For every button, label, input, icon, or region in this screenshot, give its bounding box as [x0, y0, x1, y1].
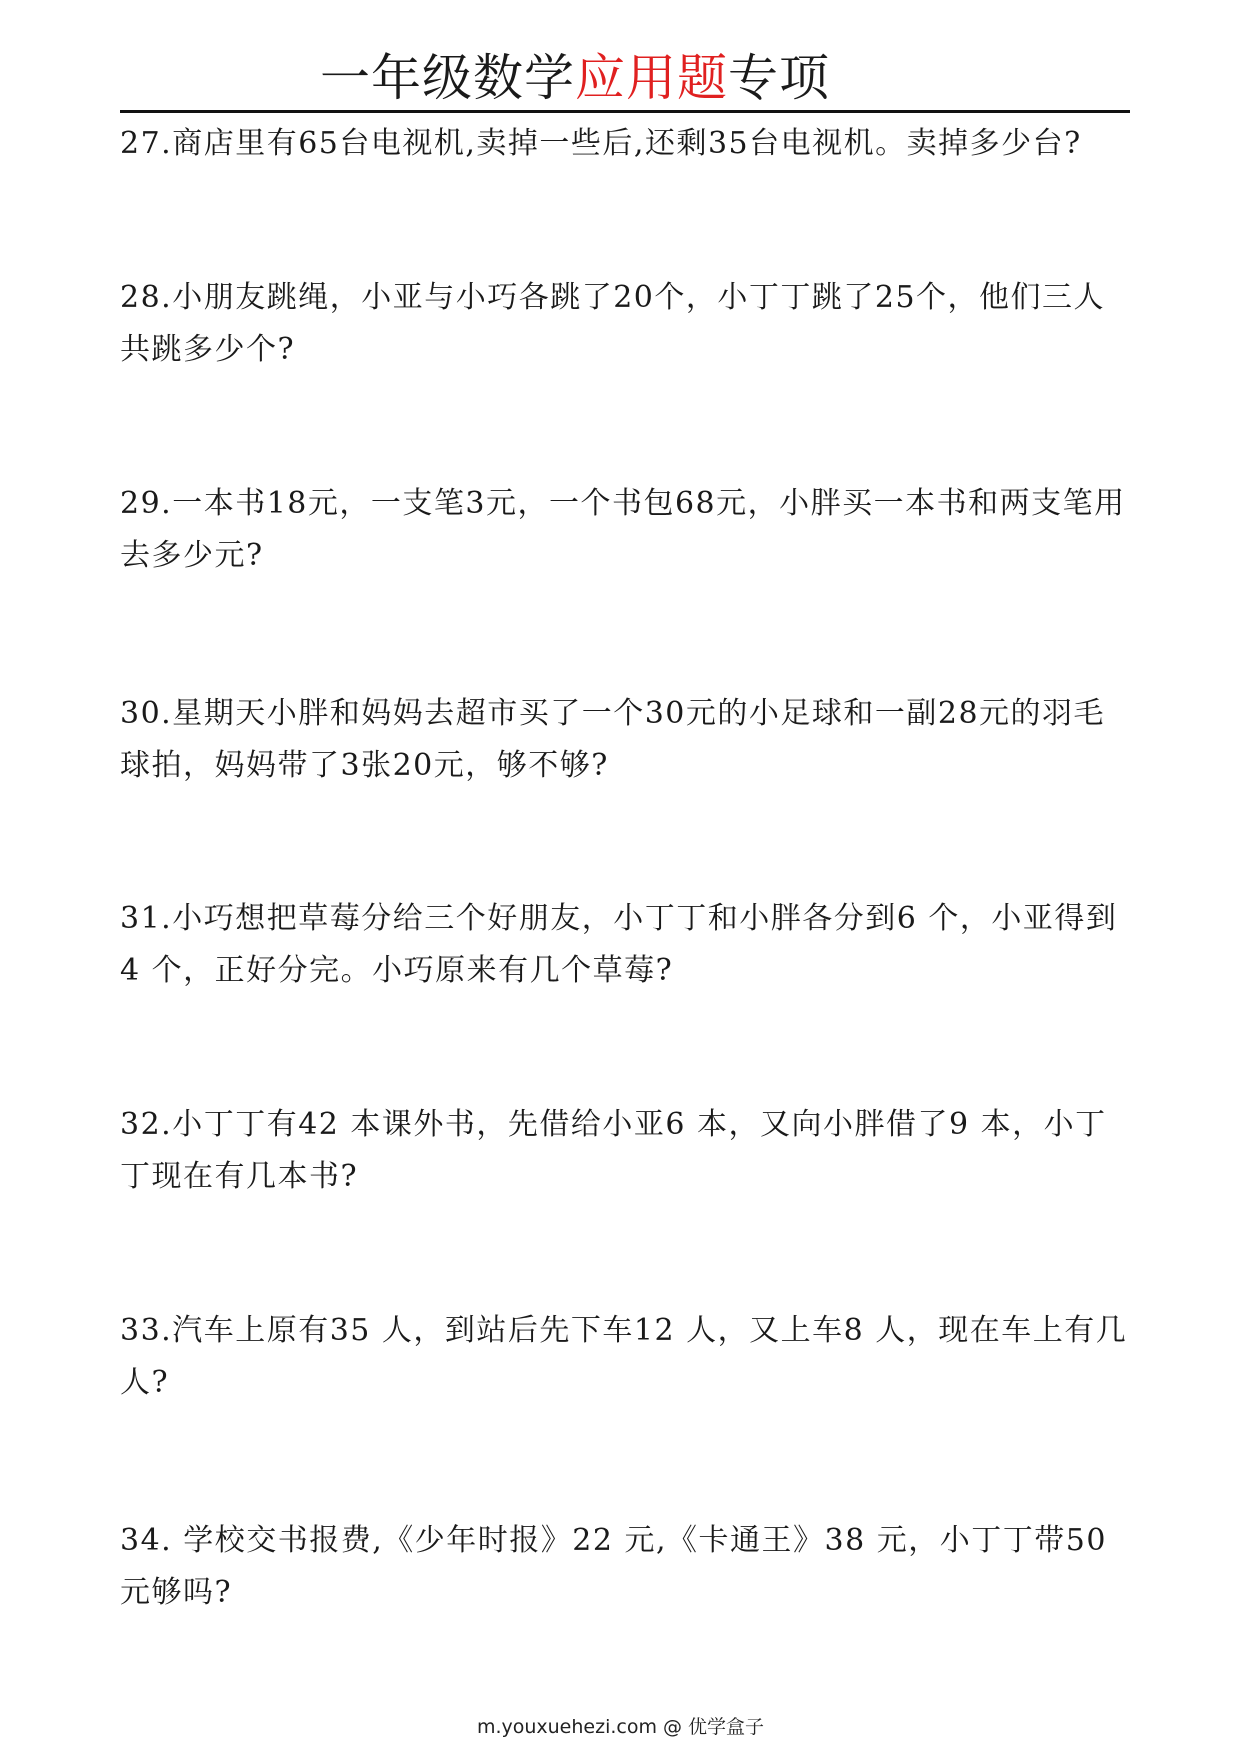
question-33: 33.汽车上原有35 人，到站后先下车12 人，又上车8 人，现在车上有几人?	[120, 1313, 1128, 1400]
question-28: 28.小朋友跳绳，小亚与小巧各跳了20个，小丁丁跳了25个，他们三人共跳多少个?	[120, 280, 1106, 367]
title-suffix: 专项	[728, 49, 830, 107]
question-29: 29.一本书18元，一支笔3元，一个书包68元，小胖买一本书和两支笔用去多少元?	[120, 486, 1126, 573]
question-34: 34. 学校交书报费,《少年时报》22 元,《卡通王》38 元，小丁丁带50 元够吗?	[120, 1523, 1107, 1610]
page-title	[320, 46, 830, 110]
footer-watermark: m.youxuehezi.com @ 优学盒子	[476, 1716, 765, 1738]
question-32: 32.小丁丁有42 本课外书，先借给小亚6 本，又向小胖借了9 本，小丁丁现在有几本书?	[120, 1107, 1107, 1194]
question-30: 30.星期天小胖和妈妈去超市买了一个30元的小足球和一副28元的羽毛球拍，妈妈带了3张20元，够不够?	[120, 696, 1106, 783]
title-prefix: 一年级数学	[320, 49, 575, 107]
question-31: 31.小巧想把草莓分给三个好朋友，小丁丁和小胖各分到6 个，小亚得到4 个，正好分完。小巧原来有几个草莓?	[120, 901, 1118, 988]
title-highlight: 应用题	[575, 49, 728, 107]
question-27: 27.商店里有65台电视机,卖掉一些后,还剩35台电视机。卖掉多少台?	[120, 126, 1082, 161]
title-divider	[120, 110, 1130, 113]
